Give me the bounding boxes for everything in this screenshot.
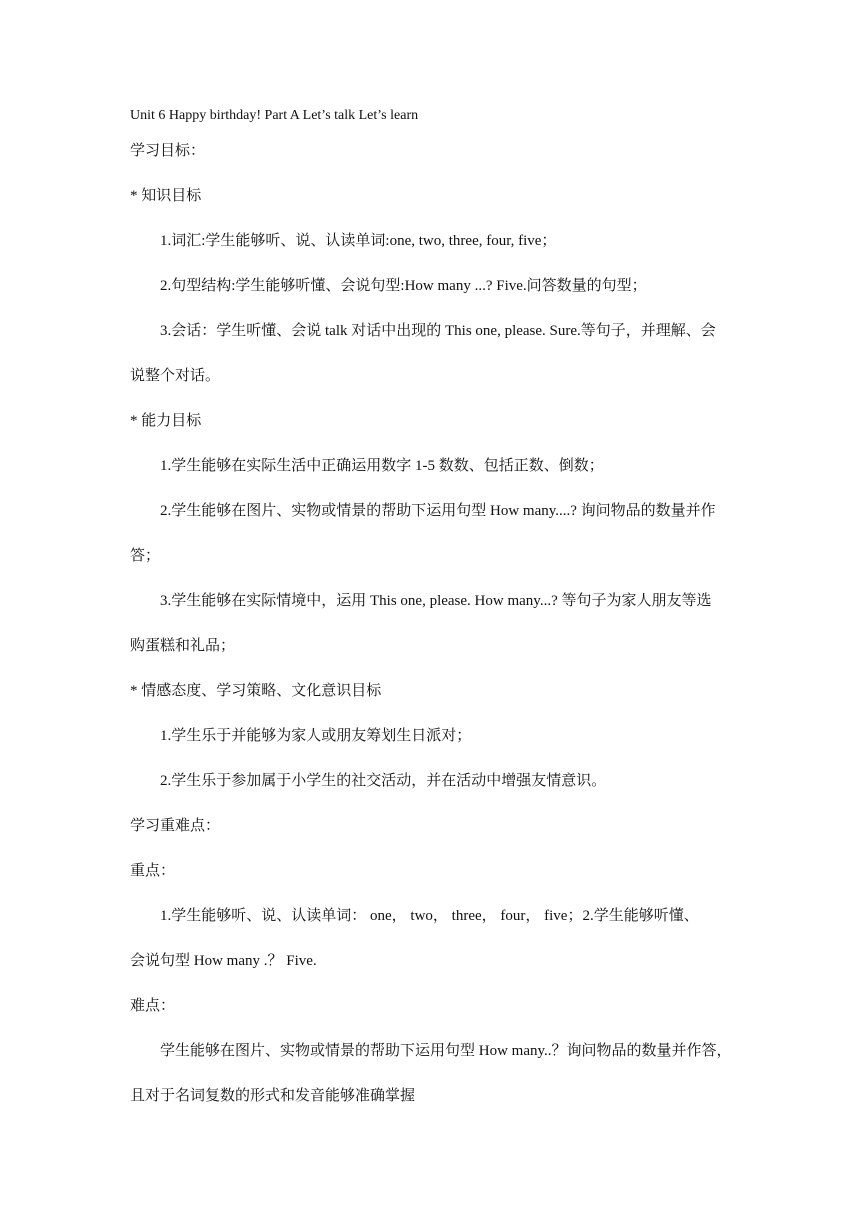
knowledge-item-3-line-1: 3.会话：学生听懂、会说 talk 对话中出现的 This one, please. Sure.等句子，并理解、会	[160, 323, 716, 339]
knowledge-item-3-line-2: 说整个对话。	[130, 368, 221, 384]
emotion-heading: * 情感态度、学习策略、文化意识目标	[130, 683, 382, 699]
ability-item-3-line-2: 购蛋糕和礼品；	[130, 638, 236, 654]
ability-heading: * 能力目标	[130, 413, 202, 429]
emotion-item-1: 1.学生乐于并能够为家人或朋友筹划生日派对；	[160, 728, 472, 744]
ability-item-3-line-1: 3.学生能够在实际情境中，运用 This one, please. How many...? 等句子为家人朋友等选	[160, 593, 712, 609]
ability-item-2-line-2: 答；	[130, 548, 161, 564]
difficult-line-2: 且对于名词复数的形式和发音能够准确掌握	[130, 1088, 416, 1104]
key-difficult-heading: 学习重难点：	[130, 818, 221, 834]
knowledge-heading: * 知识目标	[130, 188, 202, 204]
difficult-line-1: 学生能够在图片、实物或情景的帮助下运用句型 How many..？询问物品的数量并作答，	[160, 1043, 732, 1059]
document-title: Unit 6 Happy birthday! Part A Let’s talk Let’s learn	[130, 108, 419, 123]
difficult-heading: 难点：	[130, 998, 176, 1014]
key-item-line-1: 1.学生能够听、说、认读单词： one， two， three， four， five；2.学生能够听懂、	[160, 908, 699, 924]
objectives-heading: 学习目标：	[130, 143, 206, 159]
emotion-item-2: 2.学生乐于参加属于小学生的社交活动，并在活动中增强友情意识。	[160, 773, 607, 789]
knowledge-item-1: 1.词汇:学生能够听、说、认读单词:one, two, three, four, five；	[160, 233, 557, 249]
knowledge-item-2: 2.句型结构:学生能够听懂、会说句型:How many ...? Five.问答数量的句型；	[160, 278, 647, 294]
ability-item-2-line-1: 2.学生能够在图片、实物或情景的帮助下运用句型 How many....? 询问物品的数量并作	[160, 503, 716, 519]
key-item-line-2: 会说句型 How many .？ Five.	[130, 953, 317, 969]
key-heading: 重点：	[130, 863, 176, 879]
ability-item-1: 1.学生能够在实际生活中正确运用数字 1-5 数数、包括正数、倒数；	[160, 458, 604, 474]
